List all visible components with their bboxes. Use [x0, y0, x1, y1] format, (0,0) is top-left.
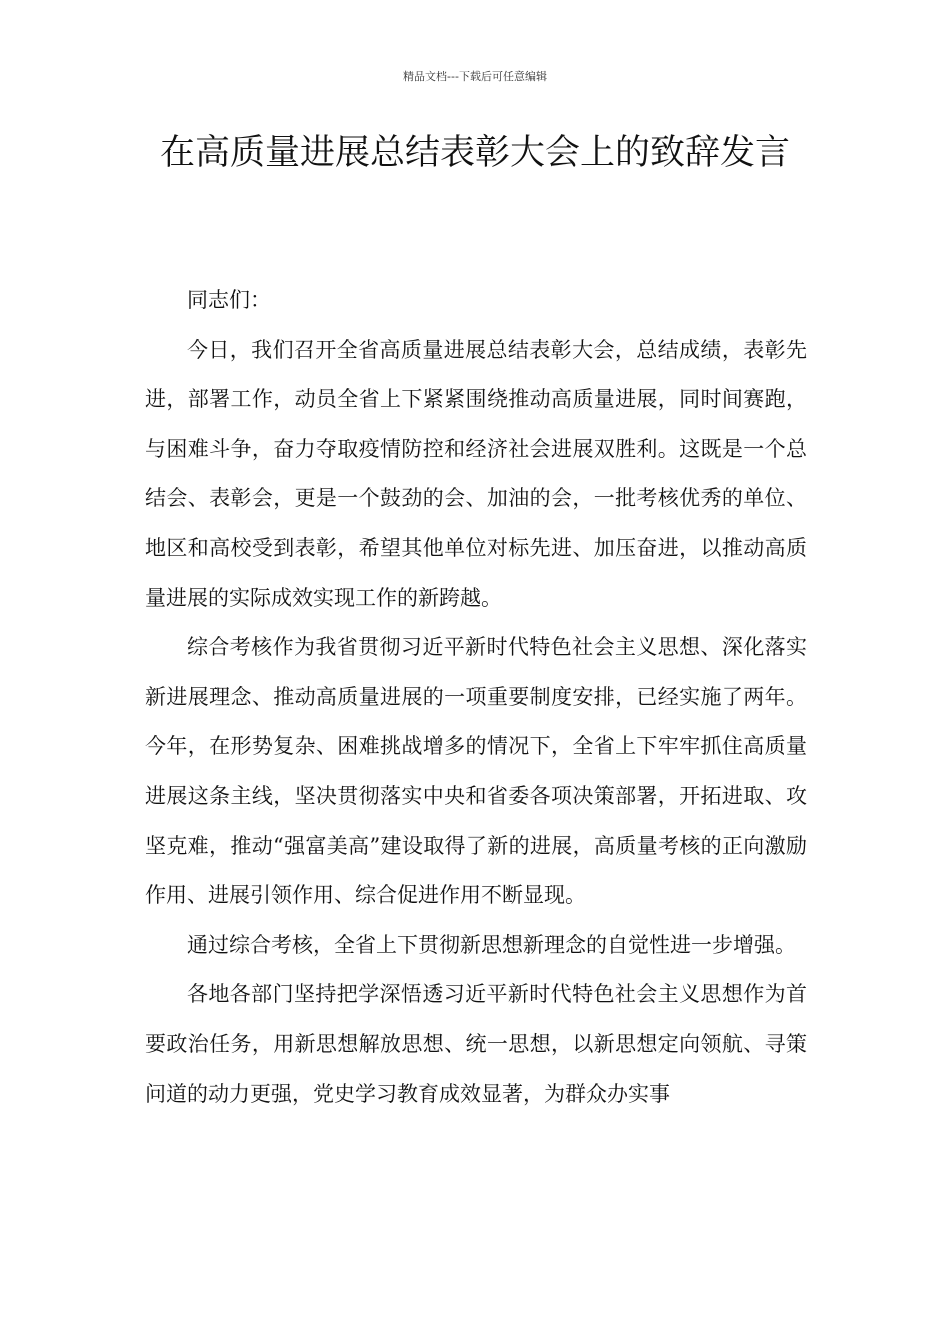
document-body [145, 276, 807, 1119]
header-note: 精品文档---下载后可任意编辑 [403, 70, 547, 83]
paragraph-1: 今日，我们召开全省高质量进展总结表彰大会，总结成绩，表彰先进，部署工作，动员全省上下紧紧围绕推动高质量进展，同时间赛跑，与困难斗争，奋力夺取疫情防控和经济社会进展双胜利。这既是一个总结会、表彰会，更是一个鼓劲的会、加油的会，一批考核优秀的单位、地区和高校受到表彰，希望其他单位对标先进、加压奋进，以推动高质量进展的实际成效实现工作的新跨越。 [145, 337, 807, 610]
document-title: 在高质量进展总结表彰大会上的致辞发言 [159, 133, 790, 173]
paragraph-4: 各地各部门坚持把学深悟透习近平新时代特色社会主义思想作为首要政治任务，用新思想解放思想、统一思想，以新思想定向领航、寻策问道的动力更强，党史学习教育成效显著，为群众办实事 [145, 982, 807, 1106]
paragraph-3: 通过综合考核，全省上下贯彻新思想新理念的自觉性进一步增强。 [187, 932, 796, 957]
paragraph-2: 综合考核作为我省贯彻习近平新时代特色社会主义思想、深化落实新进展理念、推动高质量进展的一项重要制度安排，已经实施了两年。今年，在形势复杂、困难挑战增多的情况下，全省上下牢牢抓住高质量进展这条主线，坚决贯彻落实中央和省委各项决策部署，开拓进取、攻坚克难，推动“强富美高”建设取得了新的进展，高质量考核的正向激励作用、进展引领作用、综合促进作用不断显现。 [145, 635, 807, 908]
paragraph-salutation: 同志们： [187, 288, 271, 312]
